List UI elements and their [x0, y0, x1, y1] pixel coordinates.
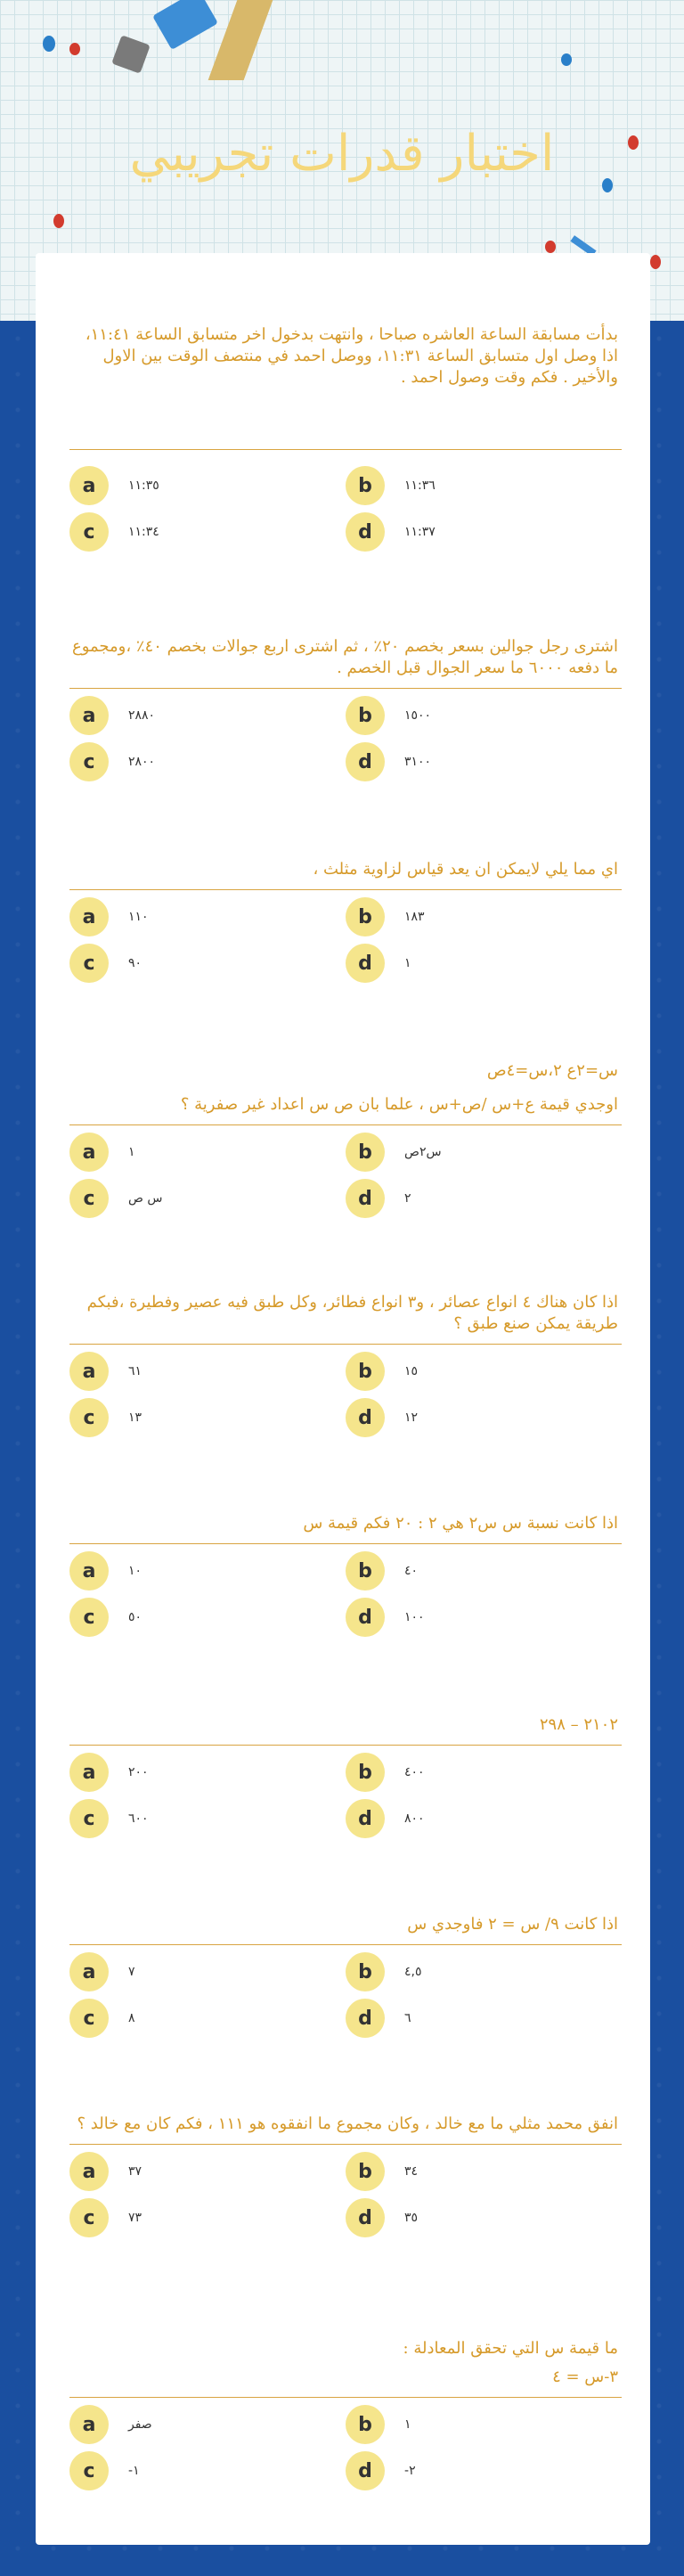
question-text: انفق محمد مثلي ما مع خالد ، وكان مجموع ما انفقوه هو ١١١ ، فكم كان مع خالد ؟: [77, 2114, 618, 2133]
option-letter: c: [69, 512, 109, 552]
option-value: ٦٠٠: [128, 1811, 149, 1826]
option-b[interactable]: [346, 1352, 577, 1391]
option-value: ٧٣: [128, 2211, 142, 2225]
options: [69, 2398, 622, 2496]
question-subtext: اوجدي قيمة ع+س /ص+س ، علما بان ص س اعداد غير صفرية ؟: [180, 1095, 618, 1114]
option-letter: d: [346, 1398, 385, 1437]
option-letter: a: [69, 1133, 109, 1172]
option-c[interactable]: [69, 944, 301, 983]
option-letter: b: [346, 696, 385, 735]
option-value: ١٠٠: [404, 1610, 425, 1624]
option-c[interactable]: [69, 1598, 301, 1637]
option-letter: c: [69, 2198, 109, 2237]
option-value: ٨: [128, 2011, 135, 2025]
option-value: ١٢: [404, 1411, 419, 1425]
option-value: س ص: [128, 1191, 163, 1206]
option-letter: d: [346, 512, 385, 552]
decor-dot: [650, 255, 661, 269]
option-value: ٣٧: [128, 2164, 142, 2179]
option-b[interactable]: [346, 466, 577, 505]
option-d[interactable]: [346, 944, 577, 983]
option-value: ٤٠٠: [404, 1765, 425, 1779]
option-d[interactable]: [346, 742, 577, 781]
question: [69, 1914, 622, 2043]
question: [69, 1060, 622, 1223]
option-value: ١١:٣٥: [128, 478, 159, 493]
page-title: اختبار قدرات تجريبي: [129, 125, 555, 183]
option-letter: c: [69, 1799, 109, 1838]
decor-dot: [561, 53, 572, 66]
option-letter: d: [346, 1179, 385, 1218]
option-a[interactable]: [69, 2152, 301, 2191]
option-letter: d: [346, 1799, 385, 1838]
option-value: ١: [128, 1145, 135, 1159]
option-value: ٦١: [128, 1364, 142, 1378]
option-d[interactable]: [346, 1799, 577, 1838]
option-letter: a: [69, 1753, 109, 1792]
question-text: ما قيمة س التي تحقق المعادلة :: [403, 2339, 618, 2358]
option-a[interactable]: [69, 897, 301, 936]
option-letter: d: [346, 944, 385, 983]
options: [69, 2145, 622, 2243]
option-value: ١: [404, 956, 411, 970]
options: [69, 890, 622, 988]
option-letter: c: [69, 1999, 109, 2038]
option-b[interactable]: [346, 897, 577, 936]
option-value: ٢: [404, 1191, 411, 1206]
option-value: ٩٠: [128, 956, 142, 970]
option-a[interactable]: [69, 1952, 301, 1991]
decor-dot: [545, 241, 556, 253]
question: [69, 1292, 622, 1443]
options: [69, 1746, 622, 1844]
option-letter: a: [69, 1551, 109, 1591]
option-d[interactable]: [346, 1999, 577, 2038]
option-value: صفر: [128, 2417, 152, 2432]
question: [69, 636, 622, 787]
option-letter: a: [69, 466, 109, 505]
option-value: ٨٠٠: [404, 1811, 425, 1826]
question-text: بدأت مسابقة الساعة العاشره صباحا ، وانتهت بدخول اخر متسابق الساعة ١١:٤١، اذا وصل اول متسابق الساعة ١١:٣١، ووصل احمد في منتصف الوقت بين الاول والأخير . فكم وقت وصول احمد .: [85, 325, 618, 387]
question-text: ٢١٠٢ – ٢٩٨: [539, 1715, 618, 1734]
question: [69, 1714, 622, 1844]
option-value: ١١:٣٧: [404, 525, 436, 539]
option-c[interactable]: [69, 1999, 301, 2038]
option-value: ١٥٠٠: [404, 708, 432, 723]
option-letter: d: [346, 1598, 385, 1637]
option-value: ١٨٣: [404, 910, 425, 924]
option-letter: a: [69, 696, 109, 735]
option-d[interactable]: [346, 1398, 577, 1437]
option-letter: c: [69, 944, 109, 983]
option-d[interactable]: [346, 2451, 577, 2490]
option-value: ٤,٥: [404, 1965, 422, 1979]
option-value: ١٥: [404, 1364, 419, 1378]
options: [69, 1125, 622, 1223]
option-value: ٤٠: [404, 1564, 419, 1578]
option-letter: c: [69, 2451, 109, 2490]
option-value: ٦: [404, 2011, 411, 2025]
option-value: ١١:٣٤: [128, 525, 159, 539]
option-d[interactable]: [346, 2198, 577, 2237]
options: [69, 1544, 622, 1642]
option-letter: b: [346, 897, 385, 936]
question: [69, 2338, 622, 2496]
question: [69, 2114, 622, 2243]
option-letter: d: [346, 2451, 385, 2490]
option-b[interactable]: [346, 1753, 577, 1792]
option-letter: a: [69, 2152, 109, 2191]
option-letter: c: [69, 1398, 109, 1437]
option-c[interactable]: [69, 742, 301, 781]
options: [69, 1345, 622, 1443]
option-d[interactable]: [346, 512, 577, 552]
option-letter: b: [346, 466, 385, 505]
option-letter: d: [346, 742, 385, 781]
decor-dot: [69, 43, 80, 55]
option-a[interactable]: [69, 466, 301, 505]
option-b[interactable]: [346, 696, 577, 735]
question-text: س=٢ع ٢،س=٤ص: [486, 1061, 618, 1080]
option-c[interactable]: [69, 512, 301, 552]
option-letter: a: [69, 1352, 109, 1391]
option-a[interactable]: [69, 1551, 301, 1591]
options: [69, 689, 622, 787]
option-c[interactable]: [69, 1179, 301, 1218]
option-value: -٢: [404, 2464, 416, 2478]
question-subtext: ٣-س = ٤: [552, 2367, 618, 2386]
option-value: ٧: [128, 1965, 135, 1979]
option-letter: b: [346, 1551, 385, 1591]
option-b[interactable]: [346, 1551, 577, 1591]
decor-dot: [53, 214, 64, 228]
option-letter: b: [346, 1133, 385, 1172]
option-letter: d: [346, 2198, 385, 2237]
option-c[interactable]: [69, 2198, 301, 2237]
option-letter: a: [69, 2405, 109, 2444]
option-b[interactable]: [346, 1952, 577, 1991]
option-value: ٢٠٠: [128, 1765, 149, 1779]
option-value: ١٠: [128, 1564, 142, 1578]
question-text: اذا كانت نسبة س س٢ هي ٢ : ٢٠ فكم قيمة س: [303, 1514, 618, 1533]
question-text: اشترى رجل جوالين بسعر بخصم ٢٠٪ ، ثم اشترى اربع جوالات بخصم ٤٠٪ ،ومجموع ما دفعه ٦٠٠٠ ما سعر الجوال قبل الخصم .: [71, 637, 618, 677]
option-letter: b: [346, 1952, 385, 1991]
question-text: اذا كانت ٩/ س = ٢ فاوجدي س: [407, 1915, 618, 1934]
option-a[interactable]: [69, 2405, 301, 2444]
option-letter: c: [69, 1598, 109, 1637]
option-b[interactable]: [346, 1133, 577, 1172]
option-value: ١: [404, 2417, 411, 2432]
option-value: ١٣: [128, 1411, 142, 1425]
options: [69, 459, 622, 557]
question: [69, 859, 622, 988]
decor-dot: [43, 36, 55, 52]
quiz-card: [36, 253, 650, 2545]
option-letter: c: [69, 1179, 109, 1218]
option-a[interactable]: [69, 1352, 301, 1391]
question-text: اي مما يلي لايمكن ان يعد قياس لزاوية مثلث ،: [313, 860, 618, 879]
question: [69, 324, 622, 557]
option-letter: b: [346, 1352, 385, 1391]
option-value: ٣٤: [404, 2164, 419, 2179]
option-value: ٢٨٨٠: [128, 708, 156, 723]
option-a[interactable]: [69, 696, 301, 735]
question-text: اذا كان هناك ٤ انواع عصائر ، و٣ انواع فطائر، وكل طبق فيه عصير وفطيرة ،فبكم طريقة يمكن صنع طبق ؟: [86, 1293, 618, 1333]
option-value: ٢٨٠٠: [128, 755, 156, 769]
option-a[interactable]: [69, 1133, 301, 1172]
option-letter: c: [69, 742, 109, 781]
option-value: ١١:٣٦: [404, 478, 436, 493]
option-letter: a: [69, 1952, 109, 1991]
option-a[interactable]: [69, 1753, 301, 1792]
option-value: س٢ص: [404, 1145, 442, 1159]
option-letter: b: [346, 1753, 385, 1792]
option-c[interactable]: [69, 2451, 301, 2490]
divider: [69, 449, 622, 450]
option-b[interactable]: [346, 2405, 577, 2444]
option-letter: b: [346, 2405, 385, 2444]
option-value: -١: [128, 2464, 140, 2478]
option-value: ٥٠: [128, 1610, 142, 1624]
option-d[interactable]: [346, 1598, 577, 1637]
option-value: ١١٠: [128, 910, 149, 924]
option-b[interactable]: [346, 2152, 577, 2191]
option-c[interactable]: [69, 1799, 301, 1838]
option-letter: b: [346, 2152, 385, 2191]
option-c[interactable]: [69, 1398, 301, 1437]
options: [69, 1945, 622, 2043]
question: [69, 1513, 622, 1642]
option-d[interactable]: [346, 1179, 577, 1218]
option-value: ٣٥: [404, 2211, 419, 2225]
option-letter: d: [346, 1999, 385, 2038]
option-letter: a: [69, 897, 109, 936]
option-value: ٣١٠٠: [404, 755, 432, 769]
